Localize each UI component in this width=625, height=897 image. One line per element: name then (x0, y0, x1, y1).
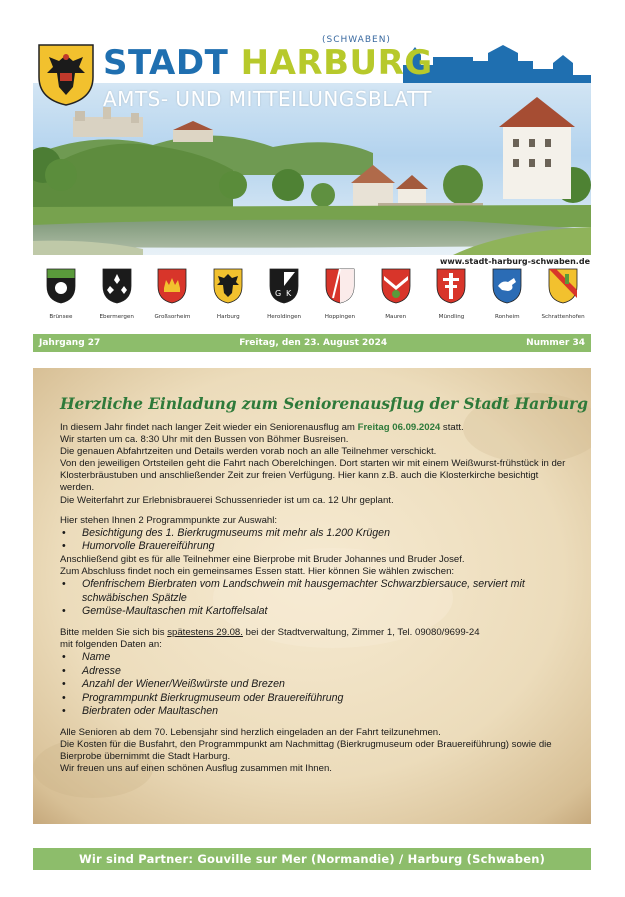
crest-grosssorheim-icon (157, 268, 187, 304)
registration-deadline: spätestens 29.08. (167, 626, 243, 638)
article-parchment (33, 368, 591, 824)
crest-mauren-icon (381, 268, 411, 304)
crest-item (312, 268, 368, 328)
list-item: • Anzahl der Wiener/Weißwürste und Brezen (62, 678, 285, 691)
paragraph-eligibility: Alle Senioren ab dem 70. Lebensjahr sind herzlich eingeladen an der Fahrt teilzunehmen. (60, 727, 441, 739)
crest-item (89, 268, 145, 328)
crest-item (145, 268, 201, 328)
crest-item (33, 268, 89, 328)
paragraph-data-intro: mit folgenden Daten an: (60, 639, 162, 650)
crest-heroldingen-icon (269, 268, 299, 304)
crest-ronheim-icon (492, 268, 522, 304)
partner-text: Wir sind Partner: Gouville sur Mer (Normandie) / Harburg (Schwaben) (78, 852, 546, 866)
list-item: • Programmpunkt Bierkrugmuseum oder Brauereiführung (62, 691, 344, 704)
crest-muendling-icon (436, 268, 466, 304)
crest-item (368, 268, 424, 328)
crest-schrattenhofen-icon (548, 268, 578, 304)
excursion-date: Freitag 06.09.2024 (357, 422, 441, 433)
paragraph-start: Wir starten um ca. 8:30 Uhr mit den Bussen von Böhmer Busreisen. (60, 434, 349, 446)
crest-item (256, 268, 312, 328)
partner-banner (33, 848, 591, 870)
paragraph-costs: Die Kosten für die Busfahrt, den Programmpunkt am Nachmittag (Bierkrugmuseum oder Brauereiführung) sowie die Bierprobe übernimmt die Stadt Harburg. (60, 739, 552, 763)
title-word-harburg: HARBURG (240, 43, 433, 83)
paragraph-program-intro: Hier stehen Ihnen 2 Programmpunkte zur Auswahl: (60, 514, 278, 526)
newspaper-subtitle: AMTS- UND MITTEILUNGSBLATT (103, 87, 433, 111)
list-item: • Gemüse-Maultaschen mit Kartoffelsalat (62, 605, 268, 618)
crest-label: Großsorheim (154, 314, 191, 320)
title-word-stadt: STADT (103, 43, 229, 83)
crest-label: Ebermergen (99, 314, 134, 320)
crest-label: Harburg (216, 314, 240, 320)
crest-ebermergen-icon (102, 268, 132, 304)
crest-bruensee-icon (46, 268, 76, 304)
list-item: • Adresse (62, 664, 121, 677)
crest-hoppingen-icon (325, 268, 355, 304)
svg-text:K: K (286, 289, 292, 298)
crest-item (535, 268, 591, 328)
paragraph-registration: Bitte melden Sie sich bis spätestens 29.08. bei der Stadtverwaltung, Zimmer 1, Tel. 09080/9699-24 (60, 626, 480, 638)
crest-item (200, 268, 256, 328)
paragraph-meal-intro: Zum Abschluss findet noch ein gemeinsames Essen statt. Hier können Sie wählen zwischen: (60, 566, 455, 578)
crest-label: Heroldingen (267, 314, 302, 320)
crest-label: Ronheim (494, 314, 520, 320)
crest-label: Mauren (385, 314, 407, 320)
crest-label: Schrattenhofen (541, 314, 585, 320)
masthead (33, 35, 591, 255)
district-crest-row (33, 268, 591, 328)
crest-item (479, 268, 535, 328)
paragraph-details: Die genauen Abfahrtzeiten und Details werden vorab noch an alle Teilnehmer verschickt. (60, 446, 437, 458)
issue-date: Freitag, den 23. August 2024 (239, 338, 388, 348)
crest-label: Mündling (438, 314, 465, 320)
list-item: • Bierbraten oder Maultaschen (62, 705, 219, 718)
svg-text:G: G (275, 289, 282, 298)
article-headline: Herzliche Einladung zum Seniorenausflug der Stadt Harburg (60, 394, 588, 413)
paragraph-closing: Wir freuen uns auf einen schönen Ausflug zusammen mit Ihnen. (60, 763, 332, 775)
list-item: • Humorvolle Brauereiführung (62, 540, 215, 553)
harburg-coat-of-arms-icon (37, 43, 95, 107)
list-item: • Name (62, 651, 111, 664)
paragraph-intro: In diesem Jahr findet nach langer Zeit wieder ein Seniorenausflug am Freitag 06.09.2024 statt. (60, 422, 464, 433)
crest-label: Brünsee (49, 314, 73, 320)
website-link[interactable]: www.stadt-harburg-schwaben.de (439, 257, 590, 266)
crest-label: Hoppingen (324, 314, 356, 320)
title-region: (SCHWABEN) (322, 35, 391, 45)
issue-info-bar (33, 334, 591, 352)
crest-item (424, 268, 480, 328)
list-item: • Besichtigung des 1. Bierkrugmuseums mit mehr als 1.200 Krügen (62, 526, 390, 539)
list-item: • Ofenfrischem Bierbraten vom Landschwein mit hausgemachter Schwarzbiersauce, serviert mit schwäbischen Spätzle (62, 578, 525, 604)
paragraph-brewery: Die Weiterfahrt zur Erlebnisbrauerei Schussenrieder ist um ca. 12 Uhr geplant. (60, 494, 394, 506)
issue-number: Nummer 34 (526, 338, 585, 348)
article-body (60, 394, 588, 775)
crest-harburg-icon (213, 268, 243, 304)
paragraph-beer-tasting: Anschließend gibt es für alle Teilnehmer eine Bierprobe mit Bruder Johannes und Bruder Josef. (60, 553, 465, 565)
newspaper-title (103, 43, 433, 83)
issue-volume: Jahrgang 27 (39, 338, 101, 348)
paragraph-route: Von den jeweiligen Ortsteilen geht die Fahrt nach Oberelchingen. Dort starten wir mit einem Weißwurst-frühstück in der Klosterbräustuben und anschließender Zeit zur freien Verfügung. Hier kann z.B. auch die Klosterkirche besichtigt werden. (60, 458, 566, 494)
